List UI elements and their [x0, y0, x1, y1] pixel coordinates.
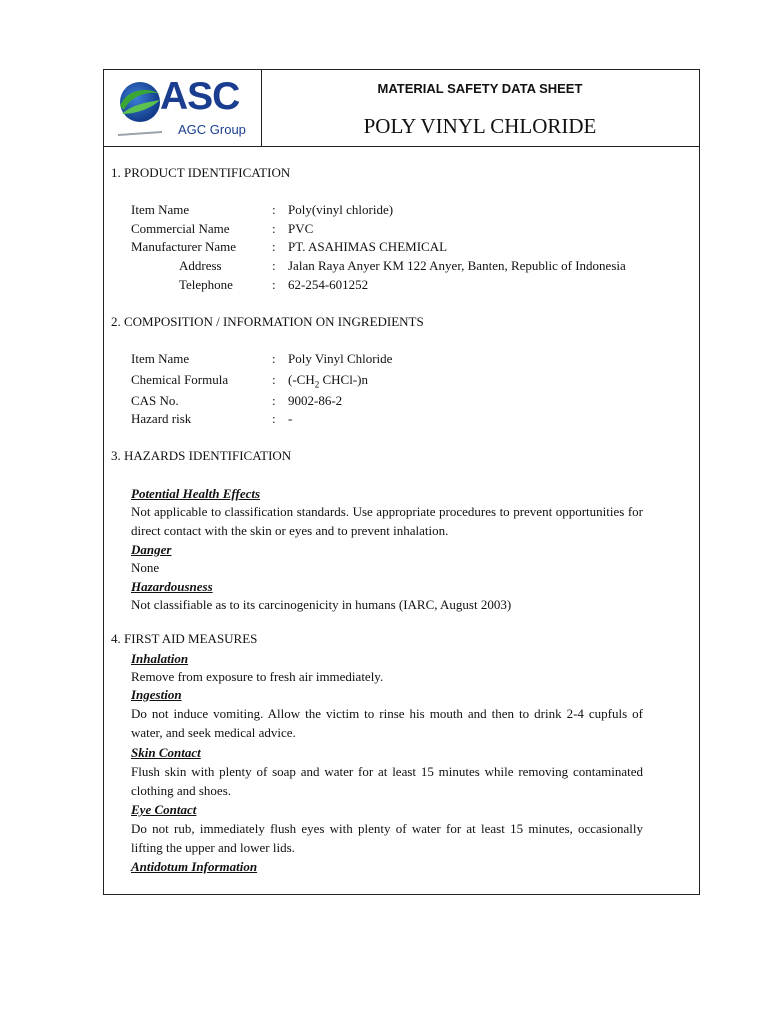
- field-value: Jalan Raya Anyer KM 122 Anyer, Banten, Republic of Indonesia: [288, 258, 626, 273]
- paragraph: Do not induce vomiting. Allow the victim to rinse his mouth and then to drink 2-4 cupfuls of water, and seek medical advice.: [131, 706, 643, 740]
- subsection-heading: Inhalation: [131, 651, 189, 666]
- field-label: Telephone: [179, 277, 233, 292]
- field-colon: :: [272, 372, 276, 387]
- field-value: Poly(vinyl chloride): [288, 202, 394, 217]
- paragraph: Not classifiable as to its carcinogenicity in humans (IARC, August 2003): [131, 597, 512, 612]
- paragraph: None: [131, 560, 160, 575]
- document-title: POLY VINYL CHLORIDE: [363, 114, 597, 138]
- logo-subtitle: AGC Group: [178, 122, 246, 137]
- document-type: MATERIAL SAFETY DATA SHEET: [377, 81, 583, 96]
- field-colon: :: [272, 393, 276, 408]
- subsection-heading: Ingestion: [131, 687, 182, 702]
- subsection-heading: Potential Health Effects: [131, 486, 261, 501]
- field-colon: :: [272, 258, 276, 273]
- section-heading: 1. PRODUCT IDENTIFICATION: [111, 165, 291, 180]
- subsection-heading: Eye Contact: [131, 802, 197, 817]
- field-label: Manufacturer Name: [131, 239, 237, 254]
- document-header: [104, 70, 699, 147]
- field-colon: :: [272, 221, 276, 236]
- field-colon: :: [272, 239, 276, 254]
- field-label: CAS No.: [131, 393, 179, 408]
- field-colon: :: [272, 411, 276, 426]
- chemical-formula: [288, 371, 368, 394]
- field-label: Item Name: [131, 202, 190, 217]
- logo-wordmark: ASC: [160, 75, 240, 118]
- paragraph: Flush skin with plenty of soap and water for at least 15 minutes while removing contaminated clothing and shoes.: [131, 764, 643, 798]
- subsection-heading: Antidotum Information: [131, 859, 258, 874]
- formula-part: CHCl-)n: [319, 372, 368, 387]
- subsection-heading: Hazardousness: [131, 579, 213, 594]
- field-colon: :: [272, 351, 276, 366]
- field-value: PVC: [288, 221, 314, 236]
- field-label: Commercial Name: [131, 221, 230, 236]
- section-heading: 3. HAZARDS IDENTIFICATION: [111, 448, 292, 463]
- formula-subscript: 2: [314, 379, 320, 390]
- field-value: Poly Vinyl Chloride: [288, 351, 393, 366]
- field-colon: :: [272, 277, 276, 292]
- paragraph: Do not rub, immediately flush eyes with plenty of water for at least 15 minutes, occasionally lifting the upper and lower lids.: [131, 821, 643, 855]
- field-value: 62-254-601252: [288, 277, 369, 292]
- section-heading: 2. COMPOSITION / INFORMATION ON INGREDIENTS: [111, 314, 424, 329]
- field-value: PT. ASAHIMAS CHEMICAL: [288, 239, 448, 254]
- section-heading: 4. FIRST AID MEASURES: [111, 631, 258, 646]
- globe-logo-icon: [116, 76, 164, 140]
- subsection-heading: Skin Contact: [131, 745, 201, 760]
- paragraph: Not applicable to classification standards. Use appropriate procedures to prevent opportunities for direct contact with the skin or eyes and to prevent inhalation.: [131, 504, 643, 538]
- field-label: Chemical Formula: [131, 372, 229, 387]
- field-label: Item Name: [131, 351, 190, 366]
- field-value: 9002-86-2: [288, 393, 343, 408]
- paragraph: Remove from exposure to fresh air immediately.: [131, 669, 384, 684]
- field-label: Hazard risk: [131, 411, 192, 426]
- company-logo: [104, 70, 262, 146]
- field-label: Address: [179, 258, 222, 273]
- field-colon: :: [272, 202, 276, 217]
- subsection-heading: Danger: [131, 542, 172, 557]
- formula-part: (-CH: [288, 372, 315, 387]
- field-value: -: [288, 411, 293, 426]
